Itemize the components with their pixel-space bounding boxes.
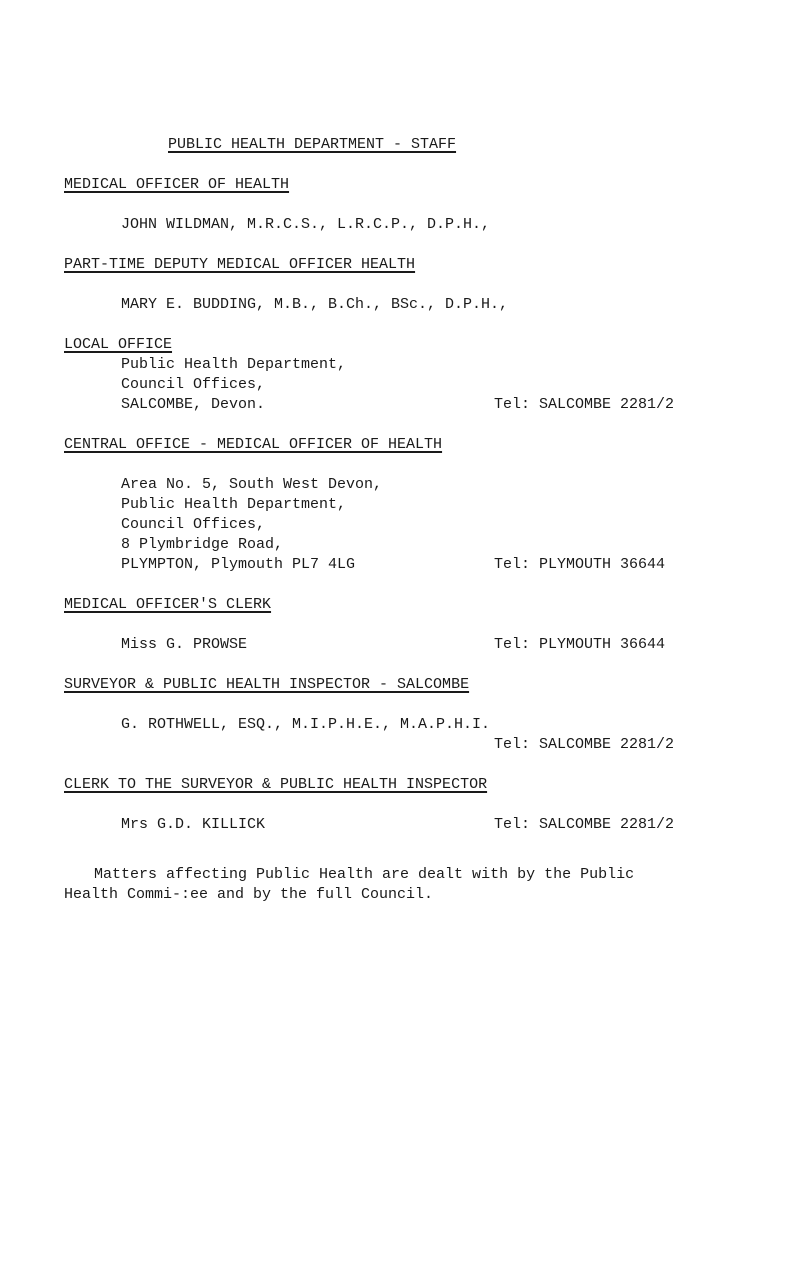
local-office-line: Council Offices,: [121, 376, 266, 393]
deputy-heading: PART-TIME DEPUTY MEDICAL OFFICER HEALTH: [64, 256, 416, 273]
clerk-heading: MEDICAL OFFICER'S CLERK: [64, 596, 272, 613]
central-office-line: PLYMPTON, Plymouth PL7 4LG: [121, 556, 356, 573]
surveyor-heading: SURVEYOR & PUBLIC HEALTH INSPECTOR - SALCOMBE: [64, 676, 470, 693]
moh-name: JOHN WILDMAN, M.R.C.S., L.R.C.P., D.P.H.,: [121, 216, 491, 233]
central-office-tel: Tel: PLYMOUTH 36644: [494, 556, 666, 573]
page-title: PUBLIC HEALTH DEPARTMENT - STAFF: [168, 136, 457, 153]
note-line-2: Health Commi-:ee and by the full Council.: [64, 886, 434, 903]
clerk-tel: Tel: PLYMOUTH 36644: [494, 636, 666, 653]
central-office-line: 8 Plymbridge Road,: [121, 536, 284, 553]
local-office-heading: LOCAL OFFICE: [64, 336, 173, 353]
central-office-line: Area No. 5, South West Devon,: [121, 476, 383, 493]
surveyor-clerk-tel: Tel: SALCOMBE 2281/2: [494, 816, 675, 833]
moh-heading: MEDICAL OFFICER OF HEALTH: [64, 176, 290, 193]
local-office-line: SALCOMBE, Devon.: [121, 396, 266, 413]
central-office-line: Public Health Department,: [121, 496, 347, 513]
central-office-line: Council Offices,: [121, 516, 266, 533]
surveyor-tel: Tel: SALCOMBE 2281/2: [494, 736, 675, 753]
clerk-name: Miss G. PROWSE: [121, 636, 248, 653]
deputy-name: MARY E. BUDDING, M.B., B.Ch., BSc., D.P.H.,: [121, 296, 509, 313]
local-office-line: Public Health Department,: [121, 356, 347, 373]
surveyor-clerk-heading: CLERK TO THE SURVEYOR & PUBLIC HEALTH INSPECTOR: [64, 776, 488, 793]
note-line-1: Matters affecting Public Health are dealt with by the Public: [94, 866, 635, 883]
local-office-tel: Tel: SALCOMBE 2281/2: [494, 396, 675, 413]
surveyor-name: G. ROTHWELL, ESQ., M.I.P.H.E., M.A.P.H.I.: [121, 716, 491, 733]
surveyor-clerk-name: Mrs G.D. KILLICK: [121, 816, 266, 833]
central-office-heading: CENTRAL OFFICE - MEDICAL OFFICER OF HEALTH: [64, 436, 443, 453]
